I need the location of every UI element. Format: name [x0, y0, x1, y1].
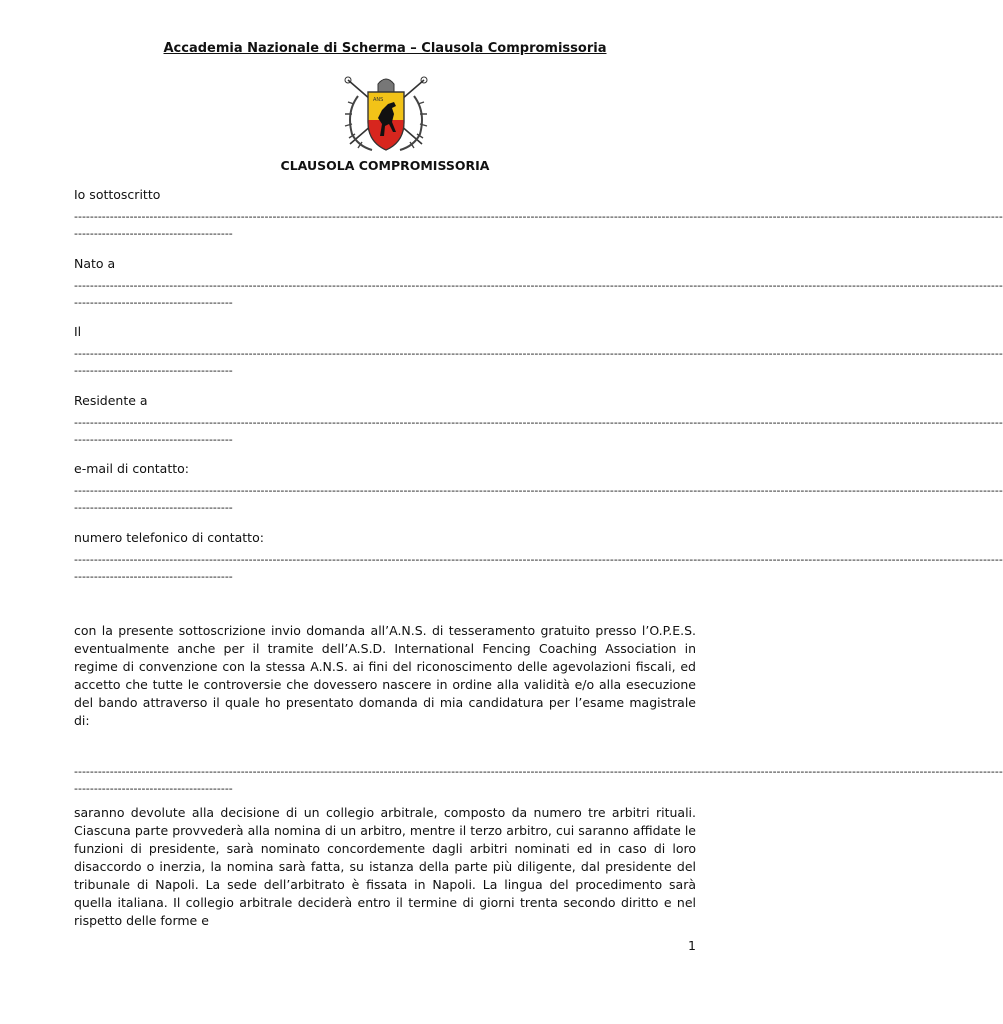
coat-of-arms-icon [338, 74, 434, 156]
field-sottoscritto [74, 186, 1003, 255]
field-label: e-mail di contatto: [74, 461, 190, 476]
field-residente-a [74, 392, 1003, 461]
dash-line[interactable]: ------------------------------------------------------------------------------------------------------------------------------------------------------------------------------------------------------------------------------------------ [74, 278, 1003, 292]
main-title: CLAUSOLA COMPROMISSORIA [280, 158, 490, 173]
dash-line[interactable]: ---------------------------------------- [74, 569, 233, 583]
exam-field [74, 763, 1003, 797]
dash-line[interactable]: ---------------------------------------- [74, 364, 233, 377]
document-header: Accademia Nazionale di Scherma – Clausola Compromissoria [163, 41, 607, 56]
dash-line[interactable]: ---------------------------------------- [74, 227, 233, 240]
field-email [74, 460, 1003, 529]
field-label: numero telefonico di contatto: [74, 529, 264, 545]
form-fields [74, 186, 1003, 597]
field-label: Nato a [74, 255, 116, 271]
field-nato-a [74, 255, 1003, 324]
dash-line[interactable]: ------------------------------------------------------------------------------------------------------------------------------------------------------------------------------------------------------------------------------------------ [74, 552, 1003, 566]
dash-line[interactable]: ---------------------------------------- [74, 501, 233, 514]
field-label: Il [74, 324, 82, 339]
dash-line[interactable]: ---------------------------------------- [74, 295, 233, 309]
paragraph-domanda: con la presente sottoscrizione invio domanda all’A.N.S. di tesseramento gratuito presso l’O.P.E.S. eventualmente anche per il tramite dell’A.S.D. International Fencing Coaching Association in regime di convenzione con la stessa A.N.S. ai fini del riconoscimento delle agevolazioni fiscali, ed accetto che tutte le controversie che dovessero nascere in ordine alla validità e/o alla esecuzione del bando attraverso il quale ho presentato domanda di mia candidatura per l’esame magistrale di: [74, 623, 696, 728]
dash-line[interactable]: ---------------------------------------- [74, 782, 233, 795]
dash-line[interactable]: ------------------------------------------------------------------------------------------------------------------------------------------------------------------------------------------------------------------------------------------ [74, 765, 1003, 778]
paragraph-arbitrato: saranno devolute alla decisione di un collegio arbitrale, composto da numero tre arbitri rituali. Ciascuna parte provvederà alla nomina di un arbitro, mentre il terzo arbitro, cui saranno affidate le funzioni di presidente, sarà nominato concordemente dagli arbitri nominati ed in caso di loro disaccordo o inerzia, la nomina sarà fatta, su istanza della parte più diligente, dal presidente del tribunale di Napoli. La sede dell’arbitrato è fissata in Napoli. La lingua del procedimento sarà quella italiana. Il collegio arbitrale deciderà entro il termine di giorni trenta secondo diritto e nel rispetto delle forme e [74, 805, 696, 928]
dash-line[interactable]: ------------------------------------------------------------------------------------------------------------------------------------------------------------------------------------------------------------------------------------------ [74, 415, 1003, 429]
field-label: Residente a [74, 392, 148, 408]
dash-line[interactable]: ---------------------------------------- [74, 432, 233, 446]
dash-line[interactable]: ------------------------------------------------------------------------------------------------------------------------------------------------------------------------------------------------------------------------------------------ [74, 210, 1003, 223]
svg-text:ANS: ANS [373, 97, 384, 103]
field-il [74, 323, 1003, 392]
field-label: Io sottoscritto [74, 187, 161, 202]
page-number: 1 [688, 938, 696, 953]
dash-line[interactable]: ------------------------------------------------------------------------------------------------------------------------------------------------------------------------------------------------------------------------------------------ [74, 484, 1003, 497]
field-telefono [74, 529, 1003, 598]
dash-line[interactable]: ------------------------------------------------------------------------------------------------------------------------------------------------------------------------------------------------------------------------------------------ [74, 347, 1003, 360]
